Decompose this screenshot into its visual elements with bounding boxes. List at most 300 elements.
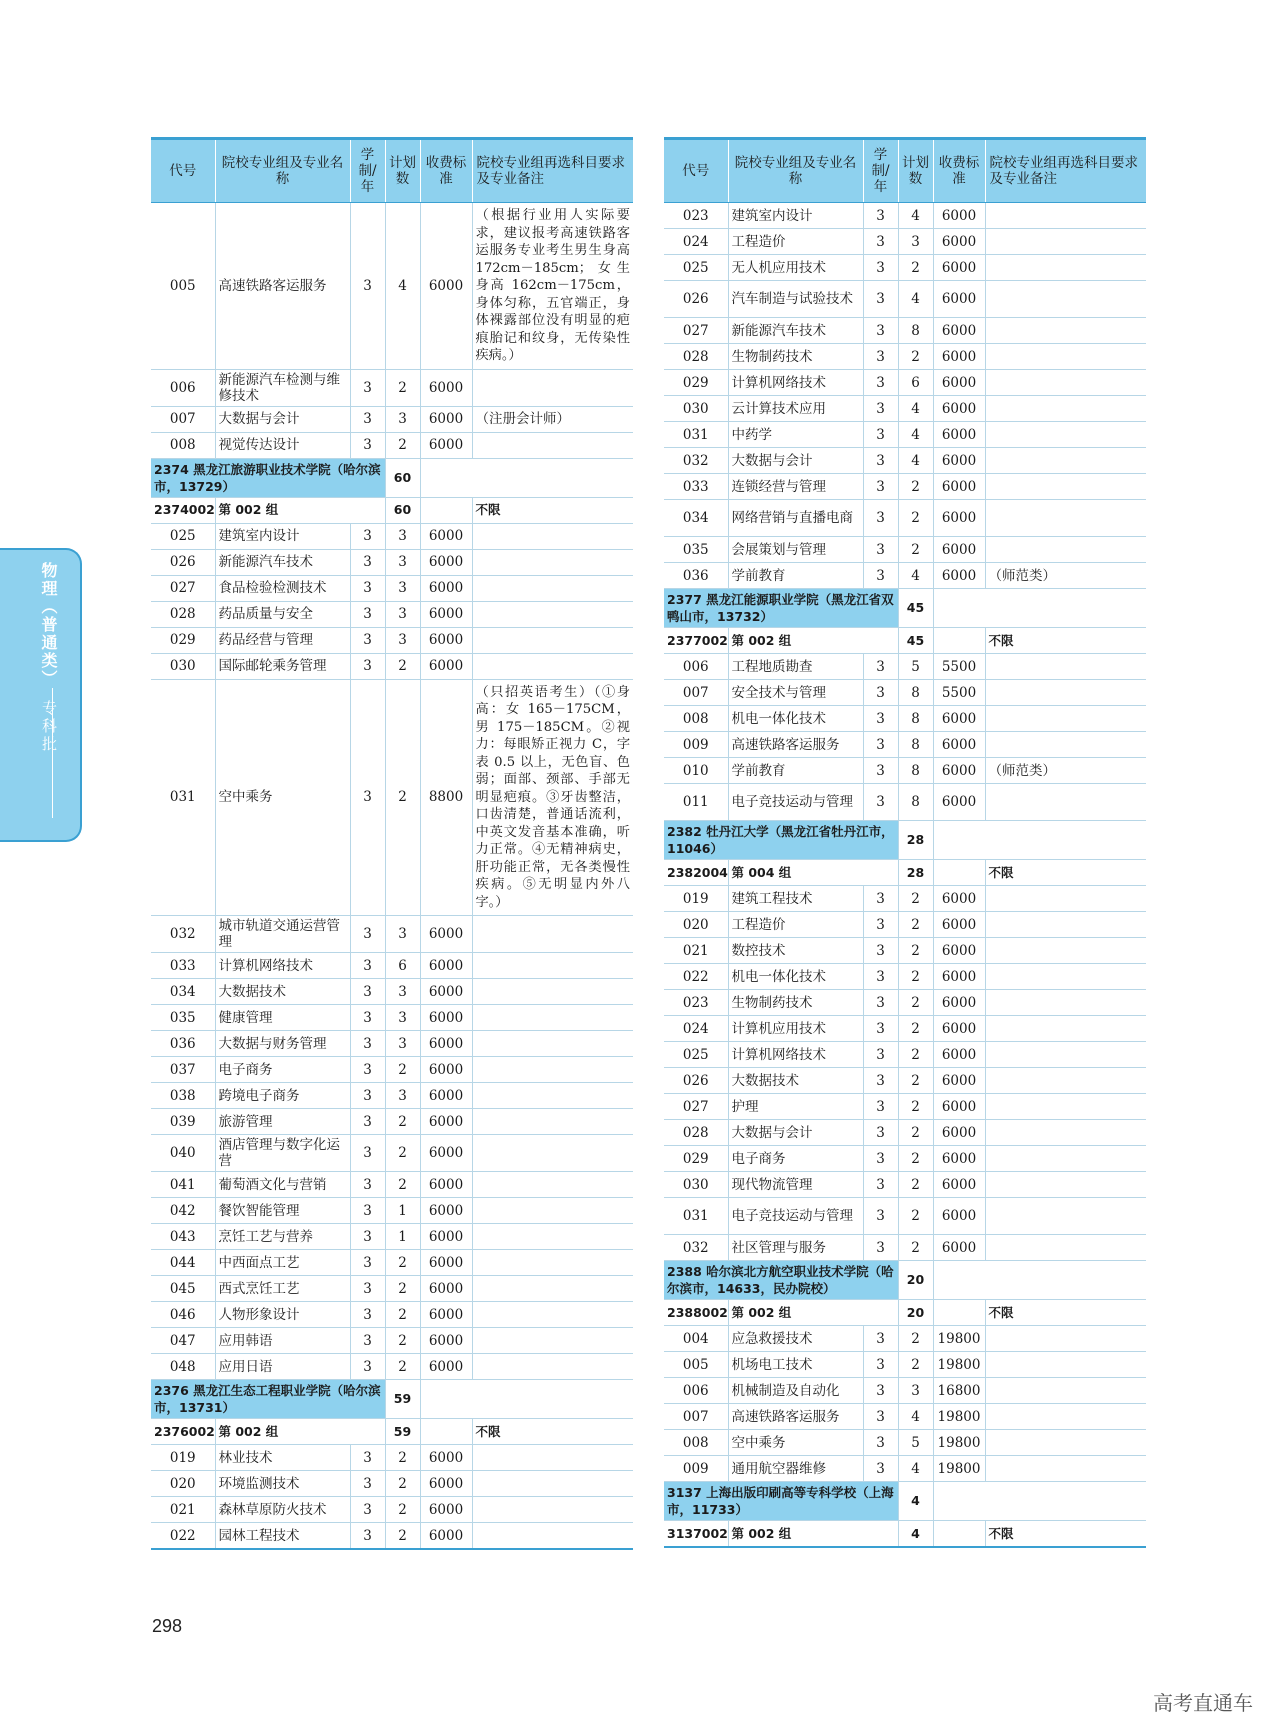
- major-row: [664, 912, 1146, 938]
- major-row: [151, 1276, 633, 1302]
- major-name: 环境监测技术: [215, 1471, 350, 1497]
- major-plan: 5: [898, 1430, 933, 1456]
- major-years: 3: [350, 575, 385, 601]
- major-note: [985, 318, 1146, 344]
- major-row: [151, 1198, 633, 1224]
- major-name: 高速铁路客运服务: [728, 1404, 863, 1430]
- major-note: [472, 1328, 633, 1354]
- major-note: （注册会计师）: [472, 406, 633, 432]
- major-code: 008: [664, 1430, 728, 1456]
- major-fee: 6000: [933, 448, 985, 474]
- major-fee: 6000: [933, 370, 985, 396]
- group-name: 第 002 组: [728, 1300, 898, 1326]
- major-row: [151, 1302, 633, 1328]
- school-blank: [420, 458, 633, 497]
- major-name: 计算机网络技术: [728, 1042, 863, 1068]
- major-note: [985, 886, 1146, 912]
- major-fee: 6000: [420, 369, 472, 406]
- major-note: [472, 1276, 633, 1302]
- major-note: [985, 500, 1146, 537]
- major-row: [664, 1068, 1146, 1094]
- major-name: 计算机网络技术: [215, 953, 350, 979]
- major-fee: 6000: [420, 1445, 472, 1471]
- major-code: 033: [664, 474, 728, 500]
- major-plan: 2: [898, 1326, 933, 1352]
- major-years: 3: [350, 1224, 385, 1250]
- major-code: 007: [664, 1404, 728, 1430]
- major-row: [151, 369, 633, 406]
- major-name: 计算机应用技术: [728, 1016, 863, 1042]
- major-row: [664, 1198, 1146, 1235]
- major-plan: 3: [385, 979, 420, 1005]
- major-fee: 6000: [933, 1042, 985, 1068]
- major-years: 3: [350, 1497, 385, 1523]
- major-years: 3: [863, 1352, 898, 1378]
- major-years: 3: [350, 916, 385, 953]
- major-code: 006: [664, 654, 728, 680]
- major-row: [664, 563, 1146, 589]
- major-code: 029: [664, 1146, 728, 1172]
- major-row: [151, 1083, 633, 1109]
- major-code: 008: [151, 432, 215, 458]
- major-fee: 6000: [933, 255, 985, 281]
- major-plan: 3: [898, 1378, 933, 1404]
- major-note: [472, 1005, 633, 1031]
- major-plan: 6: [898, 370, 933, 396]
- major-fee: 19800: [933, 1430, 985, 1456]
- major-fee: 6000: [420, 203, 472, 370]
- major-code: 031: [664, 1198, 728, 1235]
- major-plan: 4: [898, 203, 933, 229]
- header-name: 院校专业组及专业名称: [215, 139, 350, 203]
- major-name: 网络营销与直播电商: [728, 500, 863, 537]
- group-fee-blank: [933, 1521, 985, 1548]
- major-years: 3: [863, 912, 898, 938]
- major-name: 大数据技术: [215, 979, 350, 1005]
- major-fee: 6000: [933, 563, 985, 589]
- major-plan: 2: [898, 344, 933, 370]
- major-plan: 2: [898, 912, 933, 938]
- major-plan: 2: [385, 679, 420, 916]
- major-note: [472, 432, 633, 458]
- major-fee: 6000: [933, 758, 985, 784]
- major-plan: 2: [385, 1497, 420, 1523]
- header-requirements: 院校专业组再选科目要求及专业备注: [472, 139, 633, 203]
- major-fee: 16800: [933, 1378, 985, 1404]
- major-code: 029: [151, 627, 215, 653]
- major-plan: 2: [898, 255, 933, 281]
- major-note: [472, 1172, 633, 1198]
- major-code: 032: [664, 1235, 728, 1261]
- major-code: 024: [664, 229, 728, 255]
- major-name: 森林草原防火技术: [215, 1497, 350, 1523]
- major-name: 大数据技术: [728, 1068, 863, 1094]
- major-row: [664, 938, 1146, 964]
- major-fee: 6000: [933, 281, 985, 318]
- major-years: 3: [863, 1120, 898, 1146]
- group-plan: 28: [898, 860, 933, 886]
- major-years: 3: [863, 1378, 898, 1404]
- major-note: （师范类）: [985, 563, 1146, 589]
- major-note: [985, 370, 1146, 396]
- major-name: 建筑室内设计: [215, 523, 350, 549]
- major-fee: 6000: [933, 422, 985, 448]
- major-row: [151, 1497, 633, 1523]
- major-years: 3: [863, 1016, 898, 1042]
- major-years: 3: [863, 396, 898, 422]
- major-plan: 3: [385, 916, 420, 953]
- major-years: 3: [350, 1057, 385, 1083]
- major-row: [664, 344, 1146, 370]
- major-row: [151, 979, 633, 1005]
- major-years: 3: [863, 1094, 898, 1120]
- major-plan: 2: [898, 1068, 933, 1094]
- major-fee: 6000: [420, 406, 472, 432]
- major-row: [664, 1042, 1146, 1068]
- header-plan: 计划数: [898, 139, 933, 203]
- major-fee: 5500: [933, 654, 985, 680]
- major-years: 3: [863, 563, 898, 589]
- major-row: [151, 1445, 633, 1471]
- major-code: 023: [664, 203, 728, 229]
- major-note: [472, 575, 633, 601]
- major-note: [472, 1445, 633, 1471]
- major-name: 数控技术: [728, 938, 863, 964]
- major-code: 030: [151, 653, 215, 679]
- major-note: [472, 979, 633, 1005]
- major-plan: 4: [898, 422, 933, 448]
- major-plan: 2: [385, 1135, 420, 1172]
- major-row: [151, 1354, 633, 1380]
- major-code: 034: [151, 979, 215, 1005]
- major-note: [472, 1031, 633, 1057]
- major-row: [664, 784, 1146, 821]
- major-fee: 6000: [420, 1224, 472, 1250]
- major-note: [472, 653, 633, 679]
- major-years: 3: [863, 422, 898, 448]
- major-years: 3: [863, 500, 898, 537]
- group-row: [151, 497, 633, 523]
- group-name: 第 002 组: [728, 628, 898, 654]
- major-note: [985, 1068, 1146, 1094]
- major-note: [985, 281, 1146, 318]
- major-code: 046: [151, 1302, 215, 1328]
- major-fee: 6000: [420, 575, 472, 601]
- school-plan: 20: [898, 1261, 933, 1300]
- major-fee: 6000: [420, 979, 472, 1005]
- major-note: [472, 1250, 633, 1276]
- group-fee-blank: [933, 628, 985, 654]
- major-note: [985, 1094, 1146, 1120]
- major-code: 020: [151, 1471, 215, 1497]
- major-plan: 4: [898, 563, 933, 589]
- major-years: 3: [863, 1235, 898, 1261]
- major-plan: 2: [385, 369, 420, 406]
- major-row: [664, 964, 1146, 990]
- school-name: 2388 哈尔滨北方航空职业技术学院（哈尔滨市，14633，民办院校）: [664, 1261, 898, 1300]
- major-note: （只招英语考生）（①身高：女 165－175CM，男 175－185CM。②视力：每眼矫正视力 C，字表 0.5 以上，无色盲、色弱；面部、颈部、手部无明显疤痕。③牙齿整洁，口齿清楚，普通话流利，中英文发音基本准确，听力正常。④无精神病史，肝功能正常，无各类慢性疾病。⑤无明显内外八字。）: [472, 679, 633, 916]
- major-note: [985, 1456, 1146, 1482]
- major-plan: 8: [898, 680, 933, 706]
- major-fee: 6000: [420, 1497, 472, 1523]
- major-code: 035: [664, 537, 728, 563]
- major-code: 033: [151, 953, 215, 979]
- major-code: 026: [664, 281, 728, 318]
- major-note: [985, 1172, 1146, 1198]
- major-note: [985, 229, 1146, 255]
- major-code: 005: [151, 203, 215, 370]
- major-years: 3: [863, 706, 898, 732]
- major-plan: 2: [898, 1198, 933, 1235]
- major-row: [151, 1005, 633, 1031]
- major-years: 3: [350, 1276, 385, 1302]
- major-name: 空中乘务: [215, 679, 350, 916]
- major-name: 生物制药技术: [728, 990, 863, 1016]
- major-fee: 5500: [933, 680, 985, 706]
- major-code: 021: [664, 938, 728, 964]
- group-code: 2377002: [664, 628, 728, 654]
- major-fee: 6000: [420, 953, 472, 979]
- major-fee: 6000: [933, 912, 985, 938]
- major-note: [985, 1326, 1146, 1352]
- major-fee: 19800: [933, 1456, 985, 1482]
- major-years: 3: [350, 406, 385, 432]
- major-name: 计算机网络技术: [728, 370, 863, 396]
- major-note: [985, 706, 1146, 732]
- major-row: [664, 255, 1146, 281]
- major-code: 031: [664, 422, 728, 448]
- major-note: [985, 1430, 1146, 1456]
- major-note: [985, 912, 1146, 938]
- school-row: [664, 821, 1146, 860]
- admission-table-left: [151, 137, 633, 1550]
- major-note: [985, 448, 1146, 474]
- major-years: 3: [863, 255, 898, 281]
- major-code: 027: [664, 318, 728, 344]
- major-note: [472, 1135, 633, 1172]
- major-row: [151, 1328, 633, 1354]
- major-code: 048: [151, 1354, 215, 1380]
- major-code: 004: [664, 1326, 728, 1352]
- major-code: 047: [151, 1328, 215, 1354]
- major-code: 038: [151, 1083, 215, 1109]
- major-name: 人物形象设计: [215, 1302, 350, 1328]
- major-name: 食品检验检测技术: [215, 575, 350, 601]
- major-plan: 2: [385, 1172, 420, 1198]
- major-years: 3: [863, 370, 898, 396]
- major-row: [664, 448, 1146, 474]
- major-plan: 4: [898, 396, 933, 422]
- major-plan: 6: [385, 953, 420, 979]
- group-requirement: 不限: [985, 1521, 1146, 1548]
- major-plan: 2: [898, 886, 933, 912]
- major-code: 039: [151, 1109, 215, 1135]
- major-fee: 6000: [933, 537, 985, 563]
- header-code: 代号: [664, 139, 728, 203]
- group-requirement: 不限: [472, 497, 633, 523]
- group-plan: 4: [898, 1521, 933, 1548]
- major-fee: 6000: [933, 706, 985, 732]
- major-name: 现代物流管理: [728, 1172, 863, 1198]
- major-plan: 2: [898, 1042, 933, 1068]
- major-name: 机械制造及自动化: [728, 1378, 863, 1404]
- school-name: 2376 黑龙江生态工程职业学院（哈尔滨市，13731）: [151, 1380, 385, 1419]
- major-code: 006: [664, 1378, 728, 1404]
- group-plan: 45: [898, 628, 933, 654]
- school-plan: 59: [385, 1380, 420, 1419]
- major-note: [985, 990, 1146, 1016]
- major-code: 008: [664, 706, 728, 732]
- header-code: 代号: [151, 139, 215, 203]
- major-years: 3: [863, 732, 898, 758]
- major-code: 030: [664, 1172, 728, 1198]
- group-fee-blank: [933, 860, 985, 886]
- major-plan: 2: [385, 1354, 420, 1380]
- header-fee: 收费标准: [420, 139, 472, 203]
- major-plan: 2: [898, 938, 933, 964]
- major-fee: 19800: [933, 1326, 985, 1352]
- major-plan: 2: [385, 1523, 420, 1550]
- major-name: 中药学: [728, 422, 863, 448]
- major-fee: 6000: [420, 1250, 472, 1276]
- major-plan: 2: [385, 1445, 420, 1471]
- major-name: 餐饮智能管理: [215, 1198, 350, 1224]
- major-row: [151, 432, 633, 458]
- major-note: [472, 549, 633, 575]
- major-years: 3: [863, 886, 898, 912]
- school-blank: [933, 1482, 1146, 1521]
- major-plan: 8: [898, 732, 933, 758]
- major-code: 032: [151, 916, 215, 953]
- major-name: 电子竞技运动与管理: [728, 1198, 863, 1235]
- major-row: [151, 953, 633, 979]
- major-row: [151, 575, 633, 601]
- school-name: 2377 黑龙江能源职业学院（黑龙江省双鸭山市，13732）: [664, 589, 898, 628]
- major-row: [664, 886, 1146, 912]
- major-code: 027: [151, 575, 215, 601]
- major-note: [985, 1352, 1146, 1378]
- major-row: [664, 1326, 1146, 1352]
- major-note: [472, 523, 633, 549]
- major-note: [985, 1235, 1146, 1261]
- major-fee: 6000: [420, 1109, 472, 1135]
- major-fee: 6000: [420, 1302, 472, 1328]
- major-name: 林业技术: [215, 1445, 350, 1471]
- major-fee: 6000: [933, 1235, 985, 1261]
- major-name: 工程造价: [728, 229, 863, 255]
- major-plan: 2: [385, 1057, 420, 1083]
- group-plan: 60: [385, 497, 420, 523]
- major-name: 新能源汽车技术: [215, 549, 350, 575]
- major-fee: 6000: [933, 938, 985, 964]
- major-code: 028: [664, 1120, 728, 1146]
- major-years: 3: [863, 964, 898, 990]
- major-years: 3: [350, 1005, 385, 1031]
- major-note: [472, 1471, 633, 1497]
- major-name: 应急救援技术: [728, 1326, 863, 1352]
- major-fee: 6000: [420, 1031, 472, 1057]
- major-plan: 8: [898, 706, 933, 732]
- major-plan: 2: [898, 537, 933, 563]
- major-fee: 6000: [420, 549, 472, 575]
- major-fee: 19800: [933, 1352, 985, 1378]
- major-row: [664, 1235, 1146, 1261]
- major-name: 空中乘务: [728, 1430, 863, 1456]
- major-years: 3: [863, 990, 898, 1016]
- major-row: [151, 523, 633, 549]
- major-note: [472, 627, 633, 653]
- major-years: 3: [350, 1354, 385, 1380]
- group-name: 第 004 组: [728, 860, 898, 886]
- major-years: 3: [350, 1328, 385, 1354]
- header-years: 学制/年: [350, 139, 385, 203]
- major-plan: 4: [898, 448, 933, 474]
- major-code: 026: [664, 1068, 728, 1094]
- major-years: 3: [863, 680, 898, 706]
- major-plan: 2: [385, 1471, 420, 1497]
- major-name: 旅游管理: [215, 1109, 350, 1135]
- group-name: 第 002 组: [215, 1419, 385, 1445]
- major-name: 应用韩语: [215, 1328, 350, 1354]
- major-years: 3: [863, 203, 898, 229]
- major-row: [664, 732, 1146, 758]
- group-code: 3137002: [664, 1521, 728, 1548]
- major-code: 027: [664, 1094, 728, 1120]
- major-plan: 3: [385, 1005, 420, 1031]
- major-fee: 6000: [420, 653, 472, 679]
- major-code: 020: [664, 912, 728, 938]
- major-years: 3: [863, 1042, 898, 1068]
- major-name: 高速铁路客运服务: [728, 732, 863, 758]
- major-plan: 2: [385, 653, 420, 679]
- major-name: 工程地质勘查: [728, 654, 863, 680]
- major-fee: 6000: [420, 1198, 472, 1224]
- major-note: [985, 784, 1146, 821]
- major-code: 042: [151, 1198, 215, 1224]
- admission-table-right: [664, 137, 1146, 1548]
- major-fee: 6000: [420, 1276, 472, 1302]
- major-code: 022: [151, 1523, 215, 1550]
- major-name: 电子商务: [215, 1057, 350, 1083]
- major-fee: 6000: [420, 627, 472, 653]
- major-name: 健康管理: [215, 1005, 350, 1031]
- major-fee: 6000: [420, 1354, 472, 1380]
- header-name: 院校专业组及专业名称: [728, 139, 863, 203]
- school-row: [151, 1380, 633, 1419]
- major-plan: 3: [898, 229, 933, 255]
- major-plan: 8: [898, 318, 933, 344]
- school-row: [664, 589, 1146, 628]
- major-code: 019: [664, 886, 728, 912]
- major-plan: 2: [898, 474, 933, 500]
- major-years: 3: [350, 369, 385, 406]
- major-name: 会展策划与管理: [728, 537, 863, 563]
- major-note: [472, 916, 633, 953]
- major-name: 葡萄酒文化与营销: [215, 1172, 350, 1198]
- major-plan: 2: [898, 990, 933, 1016]
- major-code: 009: [664, 732, 728, 758]
- major-years: 3: [350, 1172, 385, 1198]
- group-requirement: 不限: [985, 860, 1146, 886]
- major-years: 3: [350, 1523, 385, 1550]
- major-fee: 6000: [933, 344, 985, 370]
- major-note: [985, 396, 1146, 422]
- major-plan: 2: [898, 1352, 933, 1378]
- major-code: 005: [664, 1352, 728, 1378]
- major-fee: 6000: [933, 1172, 985, 1198]
- group-row: [664, 860, 1146, 886]
- major-row: [151, 549, 633, 575]
